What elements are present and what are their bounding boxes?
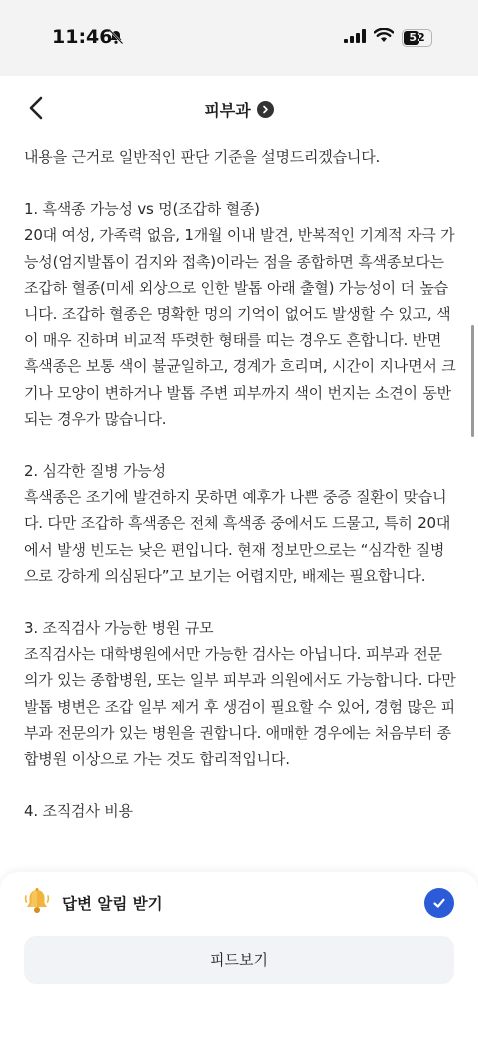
status-indicators — [344, 28, 432, 47]
section-body: 20대 여성, 가족력 없음, 1개월 이내 발견, 반복적인 기계적 자극 가능성(엄지발톱이 검지와 접촉)이라는 점을 종합하면 흑색종보다는 조갑하 혈종(미세 외상으로 인한 발톱 아래 출혈) 가능성이 더 높습니다. 조갑하 혈종은 명확한 멍의 기억이 없어도 발생할 수 있고, 색이 매우 진하며 비교적 뚜렷한 형태를 띠는 경우도 흔합니다. 반면 흑색종은 보통 색이 불균일하고, 경계가 흐리며, 시간이 지나면서 크기나 모양이 변하거나 발톱 주변 피부까지 색이 번지는 소견이 동반되는 경우가 많습니다. — [24, 226, 456, 428]
section-title: 2. 심각한 질병 가능성 — [24, 462, 166, 481]
answer-content — [24, 144, 456, 850]
section-title: 4. 조직검사 비용 — [24, 802, 133, 821]
signal-icon — [344, 28, 366, 47]
check-circle-icon[interactable] — [424, 888, 454, 918]
section-3 — [24, 615, 456, 772]
section-4 — [24, 798, 456, 824]
scrollbar[interactable] — [471, 325, 474, 437]
status-time: 11:46 — [52, 26, 113, 48]
notify-label: 답변 알림 받기 — [62, 895, 163, 913]
page-title-text: 피부과 — [204, 101, 251, 120]
section-1 — [24, 196, 456, 432]
battery-level: 52 — [409, 31, 425, 44]
chevron-right-circle-icon — [257, 101, 274, 118]
intro-text: 내용을 근거로 일반적인 판단 기준을 설명드리겠습니다. — [24, 148, 381, 166]
section-title: 3. 조직검사 가능한 병원 규모 — [24, 619, 214, 638]
page-title[interactable] — [0, 98, 478, 121]
bell-off-icon — [108, 29, 124, 49]
battery-icon — [402, 29, 432, 47]
bell-icon — [24, 887, 50, 919]
feed-button[interactable]: 피드보기 — [24, 936, 454, 984]
section-body: 흑색종은 조기에 발견하지 못하면 예후가 나쁜 중증 질환이 맞습니다. 다만 조갑하 흑색종은 전체 흑색종 중에서도 드물고, 특히 20대에서 발생 빈도는 낮은 편입니다. 현재 정보만으로는 “심각한 질병으로 강하게 의심된다”고 보기는 어렵지만, 배제는 필요합니다. — [24, 488, 451, 585]
section-2 — [24, 458, 456, 589]
bottom-panel — [0, 872, 478, 1040]
section-body: 조직검사는 대학병원에서만 가능한 검사는 아닙니다. 피부과 전문의가 있는 종합병원, 또는 일부 피부과 의원에서도 가능합니다. 다만 발톱 병변은 조갑 일부 제거 후 생검이 필요할 수 있어, 경험 많은 피부과 전문의가 있는 병원을 권합니다. 애매한 경우에는 처음부터 종합병원 이상으로 가는 것도 합리적입니다. — [24, 645, 456, 769]
status-bar — [0, 0, 478, 76]
section-title: 1. 흑색종 가능성 vs 멍(조갑하 혈종) — [24, 200, 260, 219]
nav-bar — [0, 76, 478, 140]
wifi-icon — [374, 28, 394, 47]
notify-toggle-row[interactable] — [24, 886, 456, 920]
